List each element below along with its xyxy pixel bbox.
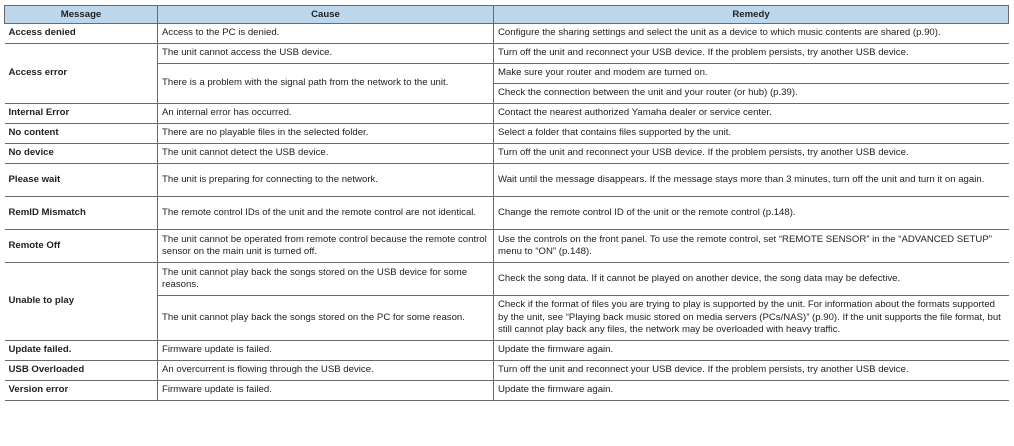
cause-cell: There are no playable files in the selected folder. — [158, 124, 494, 144]
cause-cell: Access to the PC is denied. — [158, 24, 494, 44]
message-cell: No device — [5, 144, 158, 164]
message-cell: USB Overloaded — [5, 361, 158, 381]
cause-cell: An overcurrent is flowing through the USB device. — [158, 361, 494, 381]
table-row — [5, 197, 1009, 230]
table-row — [5, 104, 1009, 124]
cause-cell: The unit cannot play back the songs stored on the USB device for some reasons. — [158, 263, 494, 296]
table-row — [5, 361, 1009, 381]
header-message: Message — [5, 6, 158, 24]
table-row — [5, 164, 1009, 197]
message-cell: Unable to play — [5, 263, 158, 341]
message-cell: Internal Error — [5, 104, 158, 124]
message-cell: RemID Mismatch — [5, 197, 158, 230]
remedy-cell: Check the song data. If it cannot be played on another device, the song data may be defective. — [494, 263, 1009, 296]
cause-cell: The unit cannot play back the songs stored on the PC for some reason. — [158, 296, 494, 341]
table-row — [5, 144, 1009, 164]
remedy-cell: Turn off the unit and reconnect your USB device. If the problem persists, try another USB device. — [494, 144, 1009, 164]
remedy-cell: Configure the sharing settings and select the unit as a device to which music contents are shared (p.90). — [494, 24, 1009, 44]
remedy-cell: Wait until the message disappears. If the message stays more than 3 minutes, turn off the unit and turn it on again. — [494, 164, 1009, 197]
cause-cell: Firmware update is failed. — [158, 381, 494, 401]
remedy-cell: Update the firmware again. — [494, 381, 1009, 401]
cause-cell: The unit is preparing for connecting to the network. — [158, 164, 494, 197]
message-cell: Access denied — [5, 24, 158, 44]
message-cell: No content — [5, 124, 158, 144]
table-row — [5, 341, 1009, 361]
table-row — [5, 263, 1009, 296]
remedy-cell: Make sure your router and modem are turned on. — [494, 64, 1009, 84]
remedy-cell: Turn off the unit and reconnect your USB device. If the problem persists, try another USB device. — [494, 361, 1009, 381]
cause-cell: The unit cannot detect the USB device. — [158, 144, 494, 164]
remedy-cell: Change the remote control ID of the unit or the remote control (p.148). — [494, 197, 1009, 230]
remedy-cell: Turn off the unit and reconnect your USB device. If the problem persists, try another USB device. — [494, 44, 1009, 64]
message-cell: Remote Off — [5, 230, 158, 263]
table-row — [5, 24, 1009, 44]
cause-cell: An internal error has occurred. — [158, 104, 494, 124]
remedy-cell: Use the controls on the front panel. To use the remote control, set “REMOTE SENSOR” in the “ADVANCED SETUP” menu to “ON” (p.148). — [494, 230, 1009, 263]
header-remedy: Remedy — [494, 6, 1009, 24]
remedy-cell: Check the connection between the unit and your router (or hub) (p.39). — [494, 84, 1009, 104]
table-row — [5, 124, 1009, 144]
message-cell: Access error — [5, 44, 158, 104]
table-row — [5, 230, 1009, 263]
message-cell: Version error — [5, 381, 158, 401]
message-table-container — [4, 5, 1008, 401]
remedy-cell: Check if the format of files you are trying to play is supported by the unit. For information about the formats supported by the unit, see “Playing back music stored on media servers (PCs/NAS)” (p.90). If the unit supports the file format, but still cannot play back any files, the network may be overloaded with heavy traffic. — [494, 296, 1009, 341]
remedy-cell: Contact the nearest authorized Yamaha dealer or service center. — [494, 104, 1009, 124]
cause-cell: There is a problem with the signal path from the network to the unit. — [158, 64, 494, 104]
cause-cell: The remote control IDs of the unit and the remote control are not identical. — [158, 197, 494, 230]
header-cause: Cause — [158, 6, 494, 24]
cause-cell: The unit cannot be operated from remote control because the remote control sensor on the main unit is turned off. — [158, 230, 494, 263]
table-row — [5, 44, 1009, 64]
remedy-cell: Update the firmware again. — [494, 341, 1009, 361]
message-table — [4, 5, 1009, 401]
cause-cell: The unit cannot access the USB device. — [158, 44, 494, 64]
remedy-cell: Select a folder that contains files supported by the unit. — [494, 124, 1009, 144]
message-cell: Please wait — [5, 164, 158, 197]
table-header-row — [5, 6, 1009, 24]
table-row — [5, 381, 1009, 401]
message-cell: Update failed. — [5, 341, 158, 361]
cause-cell: Firmware update is failed. — [158, 341, 494, 361]
